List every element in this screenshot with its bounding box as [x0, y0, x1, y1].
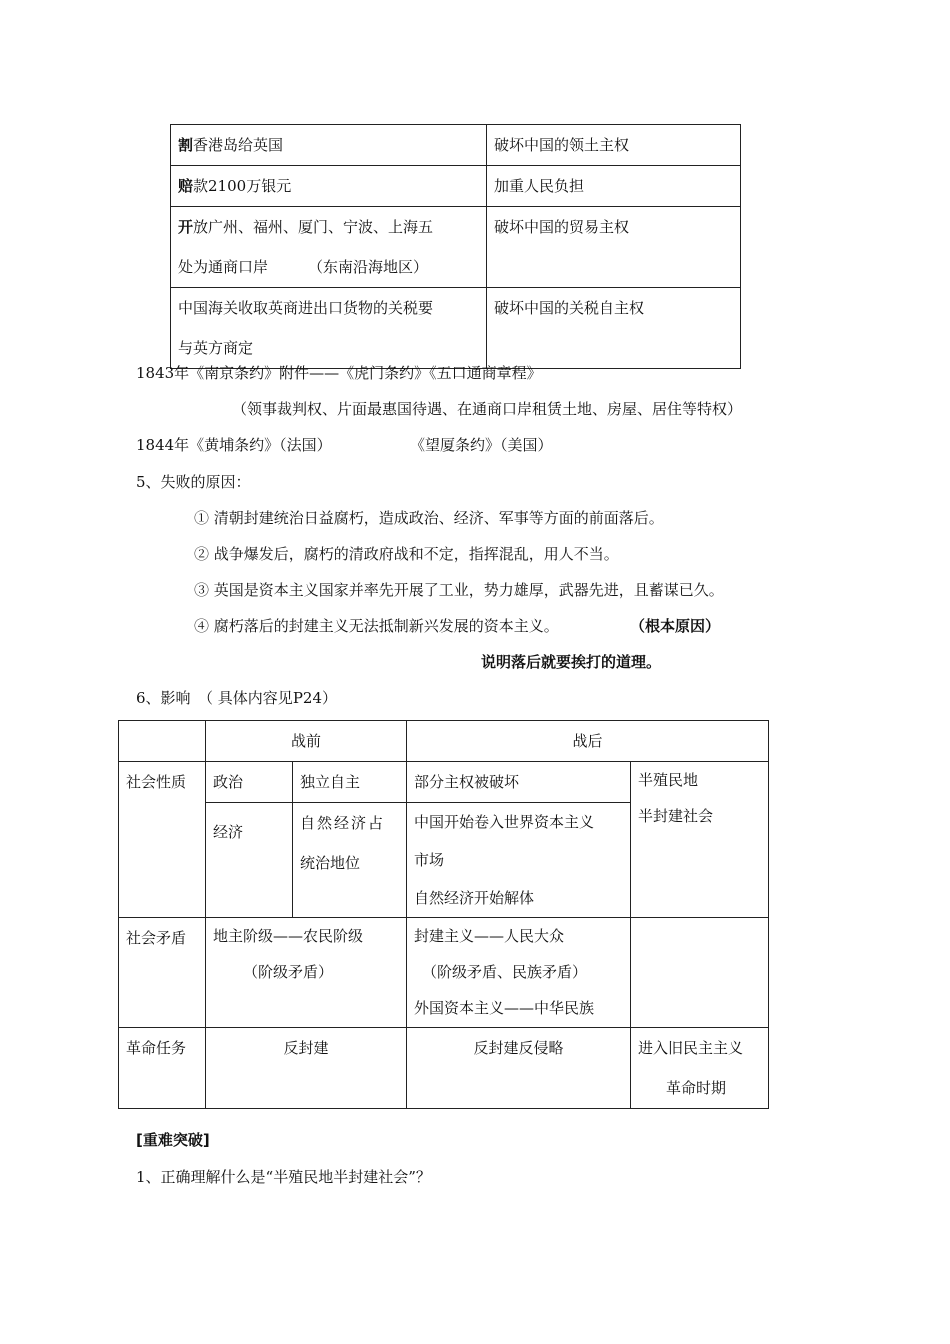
failure-heading: 5、失败的原因： [136, 473, 251, 491]
treaty-clause-cell: 割香港岛给英国 [171, 125, 487, 166]
column-header-after: 战后 [407, 721, 769, 762]
root-cause-tag: （根本原因） [630, 617, 721, 635]
cell-conflict-result [631, 918, 769, 1028]
table-row [119, 762, 769, 803]
treaty-clause-cell: 中国海关收取英商进出口货物的关税要 与英方商定 [171, 288, 487, 369]
cell-conflict-before: 地主阶级——农民阶级 （阶级矛盾） [206, 918, 407, 1028]
failure-reason-1: ① 清朝封建统治日益腐朽，造成政治、经济、军事等方面的前面落后。 [194, 509, 664, 527]
impact-heading: 6、影响 （ 具体内容见P24） [136, 689, 337, 707]
treaty-clause-cell: 赔款2100万银元 [171, 166, 487, 207]
treaty-table [170, 124, 741, 369]
failure-reason-4: ④ 腐朽落后的封建主义无法抵制新兴发展的资本主义。 [194, 617, 559, 635]
treaty-effect-cell: 破坏中国的贸易主权 [487, 207, 741, 288]
cell-economy-after: 中国开始卷入世界资本主义 市场 自然经济开始解体 [407, 803, 631, 918]
impact-table [118, 720, 769, 1109]
table-row [171, 288, 741, 369]
row-label-task: 革命任务 [119, 1028, 206, 1109]
text-line-1843-note: （领事裁判权、片面最惠国待遇、在通商口岸租赁土地、房屋、居住等特权） [232, 400, 743, 418]
cell-nature-result: 半殖民地 半封建社会 [631, 762, 769, 918]
row-label-conflict: 社会矛盾 [119, 918, 206, 1028]
cell-task-result: 进入旧民主主义 革命时期 [631, 1028, 769, 1109]
table-row [171, 125, 741, 166]
cell-conflict-after: 封建主义——人民大众 （阶级矛盾、民族矛盾） 外国资本主义——中华民族 [407, 918, 631, 1028]
row-label-nature: 社会性质 [119, 762, 206, 918]
failure-reason-3: ③ 英国是资本主义国家并率先开展了工业，势力雄厚，武器先进，且蓄谋已久。 [194, 581, 724, 599]
treaty-effect-cell: 破坏中国的领土主权 [487, 125, 741, 166]
text-line-1844-huangpu: 1844年《黄埔条约》（法国） [136, 436, 332, 454]
cell-politics-before: 独立自主 [293, 762, 407, 803]
corner-cell [119, 721, 206, 762]
cell-task-after: 反封建反侵略 [407, 1028, 631, 1109]
cell-politics-after: 部分主权被破坏 [407, 762, 631, 803]
cell-politics-label: 政治 [206, 762, 293, 803]
text-line-1844-wangxia: 《望厦条约》（美国） [410, 436, 553, 454]
treaty-clause-cell: 开放广州、福州、厦门、宁波、上海五 处为通商口岸 （东南沿海地区） [171, 207, 487, 288]
cell-economy-label: 经济 [206, 803, 293, 918]
table-row [119, 1028, 769, 1109]
section-title: [重难突破] [136, 1131, 210, 1149]
cell-task-before: 反封建 [206, 1028, 407, 1109]
table-row [119, 721, 769, 762]
cell-economy-before: 自然经济占 统治地位 [293, 803, 407, 918]
table-row [171, 207, 741, 288]
treaty-effect-cell: 加重人民负担 [487, 166, 741, 207]
column-header-before: 战前 [206, 721, 407, 762]
question-1: 1、正确理解什么是“半殖民地半封建社会”？ [136, 1168, 431, 1186]
text-line-1843: 1843年《南京条约》附件——《虎门条约》《五口通商章程》 [136, 364, 542, 382]
lesson-text: 说明落后就要挨打的道理。 [481, 653, 662, 671]
treaty-effect-cell: 破坏中国的关税自主权 [487, 288, 741, 369]
failure-reason-2: ② 战争爆发后，腐朽的清政府战和不定，指挥混乱，用人不当。 [194, 545, 619, 563]
table-row [171, 166, 741, 207]
table-row [119, 918, 769, 1028]
